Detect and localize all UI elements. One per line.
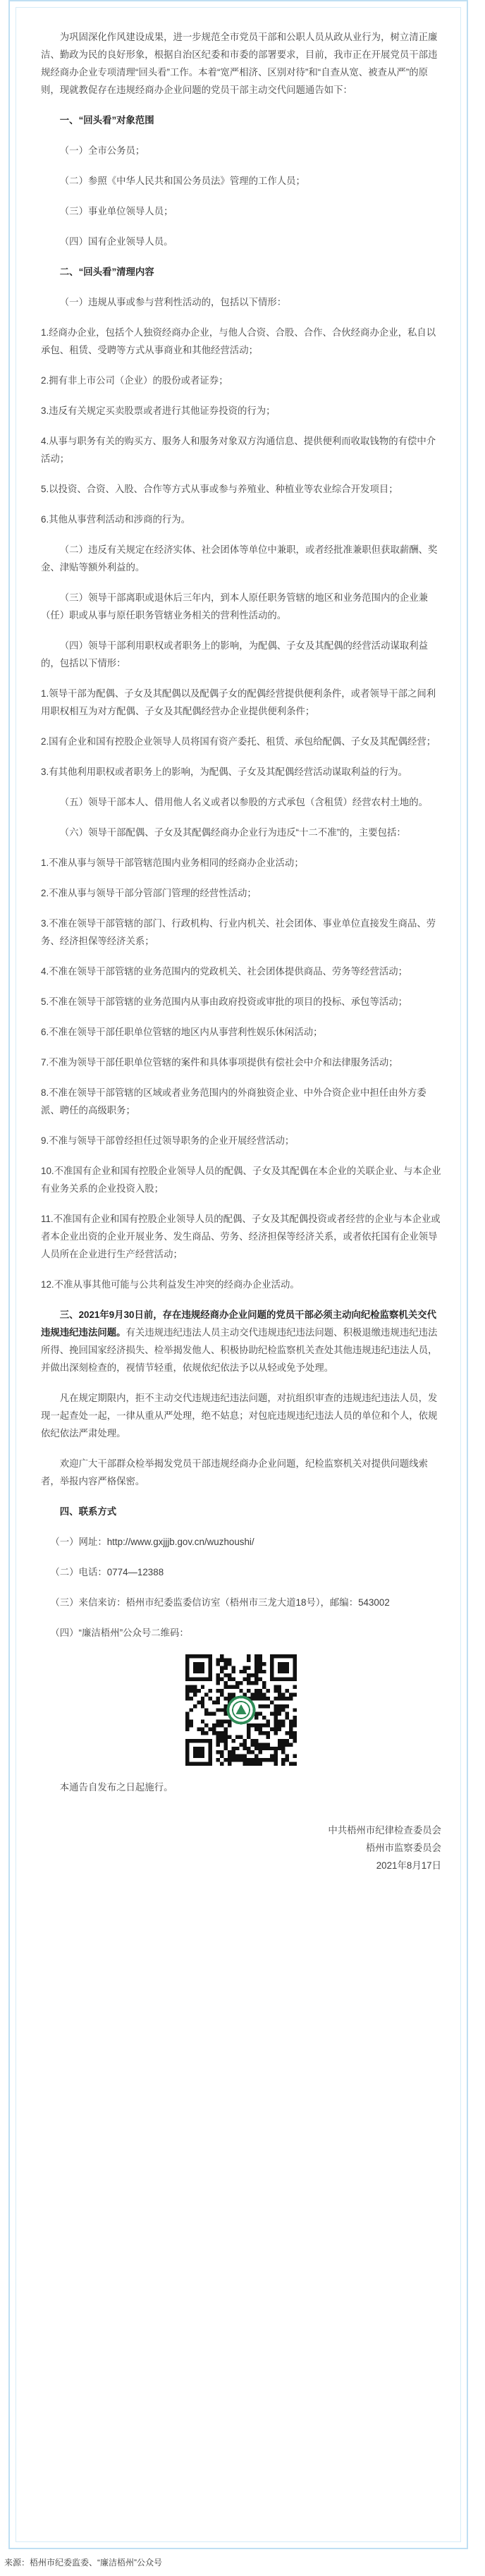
section-2-list-item: 1.领导干部为配偶、子女及其配偶以及配偶子女的配偶经营提供便利条件，或者领导干部之间利用职权相互为对方配偶、子女及其配偶经营办企业提供便利条件； (41, 688, 436, 716)
section-2-list-item: 2.国有企业和国有控股企业领导人员将国有资产委托、租赁、承包给配偶、子女及其配偶经营； (41, 736, 436, 747)
contact-website[interactable]: （一）网址：http://www.gxjjjb.gov.cn/wuzhoushi/ (50, 1537, 254, 1547)
section-2-heading: 二、“回头看”清理内容 (59, 267, 154, 277)
section-2-paragraph: （五）领导干部本人、借用他人名义或者以参股的方式承包（含租赁）经营农村土地的。 (59, 797, 429, 807)
signature-date: 2021年8月17日 (376, 1860, 441, 1871)
section-2-list-item: 2.不准从事与领导干部分管部门管理的经营性活动； (41, 888, 257, 898)
section-2-list-item: 6.不准在领导干部任职单位管辖的地区内从事营利性娱乐休闲活动； (41, 1027, 323, 1037)
section-3-paragraph (41, 1306, 441, 1376)
section-2-list-item: 8.不准在领导干部管辖的区域或者业务范围内的外商独资企业、中外合资企业中担任由外方委派、聘任的高级职务； (41, 1087, 426, 1116)
section-1-item: （二）参照《中华人民共和国公务员法》管理的工作人员； (59, 176, 305, 186)
intro-paragraph: 为巩固深化作风建设成果，进一步规范全市党员干部和公职人员从政从业行为，树立清正廉洁、勤政为民的良好形象，根据自治区纪委和市委的部署要求，目前，我市正在开展党员干部违规经商办企业专项清理“回头看”工作。本着“宽严相济、区别对待”和“自查从宽、被查从严”的原则，现就教促存在违规经商办企业问题的党员干部主动交代问题通告如下： (41, 32, 438, 95)
section-2-list-item: 10.不准国有企业和国有控股企业领导人员的配偶、子女及其配偶在本企业的关联企业、与本企业有业务关系的企业投资入股； (41, 1166, 441, 1194)
section-2-paragraph: （四）领导干部利用职权或者职务上的影响，为配偶、子女及其配偶的经营活动谋取利益的，包括以下情形： (41, 640, 429, 669)
section-4-heading: 四、联系方式 (59, 1506, 117, 1517)
article-body (41, 28, 441, 1874)
section-1-item: （四）国有企业领导人员。 (59, 236, 173, 247)
section-1-item: （三）事业单位领导人员； (59, 206, 173, 216)
section-3-bold-lead: 三、2021年9月30日前，存在违规经商办企业问题的党员干部必须主动向纪检监察机关交代违规违纪违法问题。 (41, 1310, 436, 1338)
section-2-paragraph: （六）领导干部配偶、子女及其配偶经商办企业行为违反“十二不准”的，主要包括： (59, 827, 406, 838)
contact-phone: （二）电话：0774—12388 (50, 1567, 164, 1577)
qr-code-icon[interactable] (185, 1654, 297, 1766)
section-2-list-item: 5.以投资、合资、入股、合作等方式从事或参与养殖业、种植业等农业综合开发项目； (41, 484, 398, 494)
section-1-item: （一）全市公务员； (59, 145, 145, 156)
source-footer: 来源：梧州市纪委监委、“廉洁梧州”公众号 (4, 2558, 162, 2568)
section-2-list-item: 2.拥有非上市公司（企业）的股份或者证券； (41, 375, 228, 386)
section-2-list-item: 7.不准为领导干部任职单位管辖的案件和具体事项提供有偿社会中介和法律服务活动； (41, 1057, 398, 1068)
article-frame (8, 0, 468, 2549)
section-2-paragraph: （三）领导干部离职或退休后三年内，到本人原任职务管辖的地区和业务范围内的企业兼（任）职或从事与原任职务管辖业务相关的营利性活动的。 (41, 592, 429, 621)
section-2-list-item: 1.不准从事与领导干部管辖范围内业务相同的经商办企业活动； (41, 857, 304, 868)
section-2-list-item: 4.从事与职务有关的购买方、服务人和服务对象双方沟通信息、提供便利而收取钱物的有偿中介活动； (41, 436, 436, 464)
section-2-list-item: 5.不准在领导干部管辖的业务范围内从事由政府投资或审批的项目的投标、承包等活动； (41, 996, 408, 1007)
section-2-list-item: 1.经商办企业，包括个人独资经商办企业，与他人合资、合股、合作、合伙经商办企业，私自以承包、租赁、受聘等方式从事商业和其他经营活动； (41, 327, 436, 355)
section-2-list-item: 3.有其他利用职权或者职务上的影响，为配偶、子女及其配偶经营活动谋取利益的行为。 (41, 767, 408, 777)
section-2-list-item: 3.违反有关规定买卖股票或者进行其他证券投资的行为； (41, 405, 276, 416)
section-3-paragraph: 凡在规定期限内，拒不主动交代违规违纪违法问题，对抗组织审查的违规违纪违法人员，发现一起查处一起，一律从重从严处理，绝不姑息；对包庇违规违纪违法人员的单位和个人，依规依纪依法严肃处理。 (41, 1393, 438, 1439)
section-2-list-item: 11.不准国有企业和国有控股企业领导人员的配偶、子女及其配偶投资或者经营的企业与本企业或者本企业出资的企业开展业务、发生商品、劳务、经济担保等经济关系，或者依托国有企业领导人员所在企业进行生产经营活动； (41, 1214, 441, 1259)
section-3-rest: 有关违规违纪违法人员主动交代违规违纪违法问题、积极退缴违规违纪违法所得、挽回国家经济损失、检举揭发他人、积极协助纪检监察机关查处其他违规违纪违法人员，并做出深刻检查的，视情节轻重，依规依纪依法予以从轻或免予处理。 (41, 1327, 438, 1373)
signature-org-1: 中共梧州市纪律检查委员会 (328, 1825, 441, 1836)
section-2-list-item: 3.不准在领导干部管辖的部门、行政机构、行业内机关、社会团体、事业单位直接发生商品、劳务、经济担保等经济关系； (41, 918, 436, 946)
section-3-paragraph: 欢迎广大干部群众检举揭发党员干部违规经商办企业问题，纪检监察机关对提供问题线索者，举报内容严格保密。 (41, 1458, 429, 1487)
contact-qr-caption: （四）“廉洁梧州”公众号二维码： (50, 1628, 189, 1638)
section-2-paragraph: （一）违规从事或参与营利性活动的，包括以下情形： (59, 297, 287, 307)
closing-line: 本通告自发布之日起施行。 (59, 1782, 173, 1793)
section-2-list-item: 9.不准与领导干部曾经担任过领导职务的企业开展经营活动； (41, 1135, 295, 1146)
section-1-heading: 一、“回头看”对象范围 (59, 115, 154, 126)
section-2-list-item: 12.不准从事其他可能与公共利益发生冲突的经商办企业活动。 (41, 1279, 300, 1290)
signature-org-2: 梧州市监察委员会 (365, 1843, 441, 1853)
contact-address: （三）来信来访：梧州市纪委监委信访室（梧州市三龙大道18号），邮编：543002 (50, 1597, 390, 1608)
section-2-paragraph: （二）违反有关规定在经济实体、社会团体等单位中兼职，或者经批准兼职但获取薪酬、奖金、津贴等额外利益的。 (41, 544, 438, 573)
section-2-list-item: 4.不准在领导干部管辖的业务范围内的党政机关、社会团体提供商品、劳务等经营活动； (41, 966, 408, 977)
section-2-list-item: 6.其他从事营利活动和涉商的行为。 (41, 514, 191, 525)
